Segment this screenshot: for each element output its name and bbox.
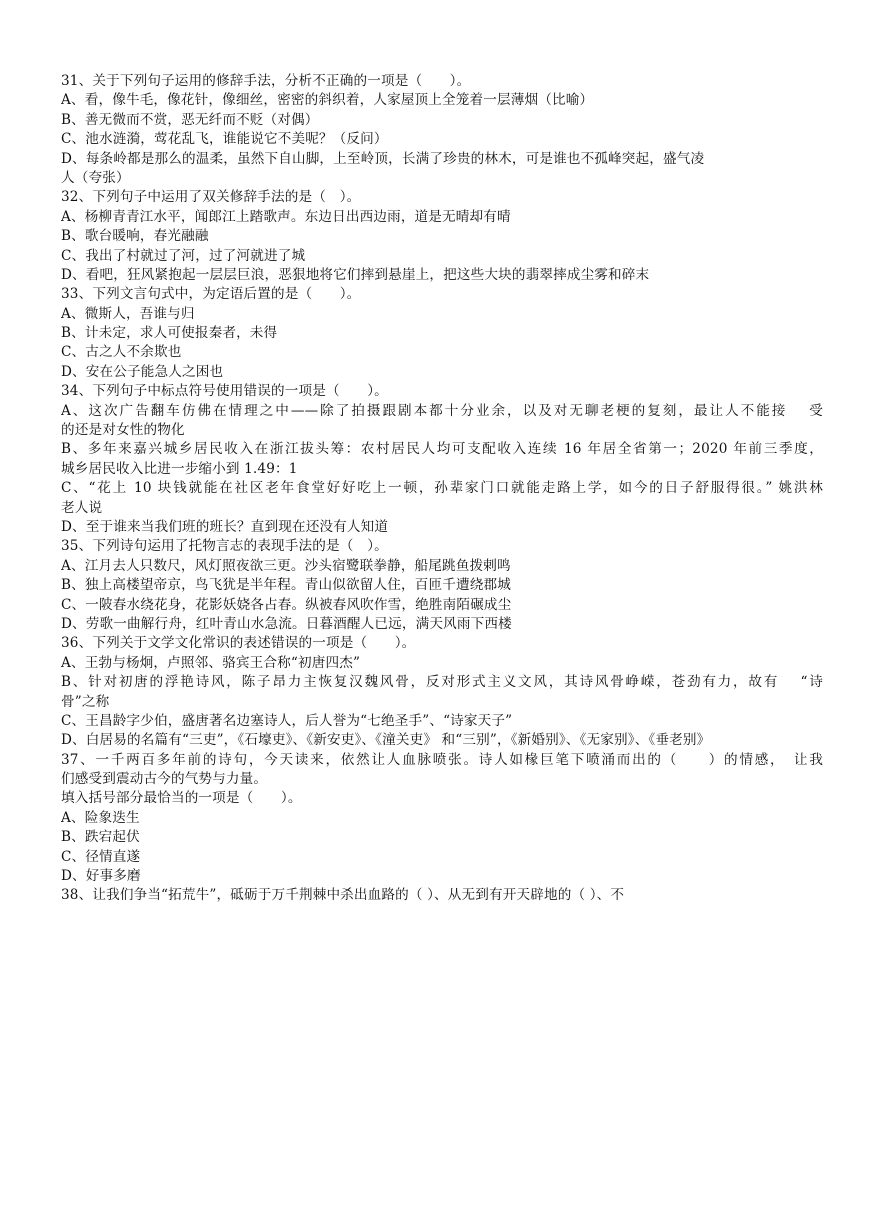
question-35-option-d: D、劳歌一曲解行舟，红叶青山水急流。日暮酒醒人已远，满天风雨下西楼 — [61, 615, 512, 632]
question-36-option-b-continued: 骨”之称 — [61, 693, 110, 710]
question-31-stem: 31、关于下列句子运用的修辞手法，分析不正确的一项是（ ）。 — [61, 73, 471, 89]
question-36-stem: 36、下列关于文学文化常识的表述错误的一项是（ ）。 — [61, 635, 416, 652]
question-31-option-d: D、每条岭都是那么的温柔，虽然下自山脚，上至岭顶，长满了珍贵的林木，可是谁也不孤峰突起，盛气凌 — [61, 150, 705, 167]
question-36-option-a: A、王勃与杨炯，卢照邻、骆宾王合称“初唐四杰” — [61, 654, 361, 671]
question-34-option-c-continued: 老人说 — [61, 499, 103, 516]
question-37-passage: 37、一千两百多年前的诗句，今天读来，依然让人血脉喷张。诗人如椽巨笔下喷涌而出的（ ）的情感， 让我 — [61, 751, 823, 768]
document-page — [61, 72, 823, 906]
question-35-option-a: A、江月去人只数尺，风灯照夜欲三更。沙头宿鹭联拳静，船尾跳鱼拨剌鸣 — [61, 557, 511, 574]
question-31-option-a: A、看，像牛毛，像花针，像细丝，密密的斜织着，人家屋顶上全笼着一层薄烟（比喻） — [61, 92, 594, 109]
question-34-option-a-continued: 的还是对女性的物化 — [61, 422, 185, 439]
question-32-option-a: A、杨柳青青江水平，闻郎江上踏歌声。东边日出西边雨，道是无晴却有晴 — [61, 208, 511, 225]
question-34-option-a: A、这次广告翻车仿佛在情理之中——除了拍摄跟剧本都十分业余，以及对无聊老梗的复刻，最让人不能接 受 — [61, 402, 823, 419]
question-32-option-b: B、歌台暖响，春光融融 — [61, 228, 209, 245]
question-33-option-b: B、计未定，求人可使报秦者，未得 — [61, 325, 278, 342]
question-34-option-d: D、至于谁来当我们班的班长？直到现在还没有人知道 — [61, 518, 389, 535]
question-35-stem: 35、下列诗句运用了托物言志的表现手法的是（ ）。 — [61, 538, 388, 555]
question-33-option-a: A、微斯人，吾谁与归 — [61, 305, 195, 322]
question-36-option-d: D、白居易的名篇有“三吏”，《石壕吏》、《新安吏》、《潼关吏》 和“三别”，《新婚别》、《无家别》、《垂老别》 — [61, 732, 711, 749]
question-36-option-b: B、针对初唐的浮艳诗风，陈子昂力主恢复汉魏风骨，反对形式主义文风，其诗风骨峥嵘，苍劲有力，故有 “诗 — [61, 674, 823, 691]
question-37-option-c: C、径情直遂 — [61, 848, 141, 865]
question-31-option-c: C、池水涟漪，莺花乱飞，谁能说它不美呢？（反问） — [61, 131, 388, 148]
question-33-stem: 33、下列文言句式中，为定语后置的是（ ）。 — [61, 286, 361, 303]
question-34-option-b: B、多年来嘉兴城乡居民收入在浙江拔头筹：农村居民人均可支配收入连续 16 年居全省第一；2020 年前三季度， — [61, 441, 823, 458]
question-34-option-b-continued: 城乡居民收入比进一步缩小到 1.49：1 — [61, 460, 298, 477]
question-37-option-d: D、好事多磨 — [61, 868, 141, 885]
question-33-option-d: D、安在公子能急人之困也 — [61, 363, 224, 380]
question-37-passage-continued: 们感受到震动古今的气势与力量。 — [61, 771, 268, 788]
question-36-option-c: C、王昌龄字少伯，盛唐著名边塞诗人，后人誉为“七绝圣手”、“诗家天子” — [61, 712, 513, 729]
question-32-option-d: D、看吧，狂风紧抱起一层层巨浪，恶狠地将它们摔到悬崖上，把这些大块的翡翠摔成尘雾和碎末 — [61, 266, 650, 283]
question-37-stem: 填入括号部分最恰当的一项是（ ）。 — [61, 790, 302, 807]
question-32-stem: 32、下列句子中运用了双关修辞手法的是（ ）。 — [61, 189, 361, 206]
question-31-option-d-continued: 人（夸张） — [61, 169, 130, 186]
question-32-option-c: C、我出了村就过了河，过了河就进了城 — [61, 247, 306, 264]
question-34-stem: 34、下列句子中标点符号使用错误的一项是（ ）。 — [61, 383, 388, 400]
question-38-stem: 38、让我们争当“拓荒牛”，砥砺于万千荆棘中杀出血路的（ ）、从无到有开天辟地的（ ）、不 — [61, 887, 625, 904]
question-35-option-c: C、一陂春水绕花身，花影妖娆各占春。纵被春风吹作雪，绝胜南陌碾成尘 — [61, 596, 512, 613]
question-33-option-c: C、古之人不余欺也 — [61, 344, 182, 361]
question-35-option-b: B、独上高楼望帝京，鸟飞犹是半年程。青山似欲留人住，百匝千遭绕郡城 — [61, 577, 511, 594]
question-37-option-b: B、跌宕起伏 — [61, 829, 140, 846]
question-37-option-a: A、险象迭生 — [61, 809, 140, 826]
question-34-option-c: C、“花上 10 块钱就能在社区老年食堂好好吃上一顿，孙辈家门口就能走路上学，如今的日子舒服得很。” 姚洪林 — [61, 480, 823, 497]
question-31-option-b: B、善无微而不赏，恶无纤而不贬（对偶） — [61, 111, 319, 128]
